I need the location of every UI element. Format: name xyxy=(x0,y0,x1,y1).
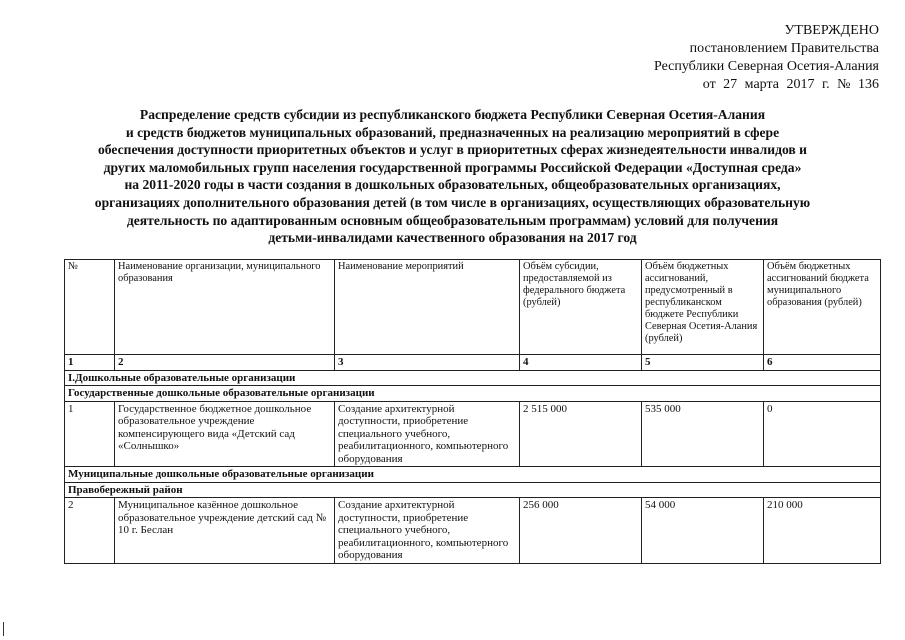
subsection-row xyxy=(65,386,881,402)
section-row xyxy=(65,370,881,386)
row-municipal: 0 xyxy=(764,401,881,467)
row-activity: Создание архитектурной доступности, приобретение специального учебного, реабилитационного, компьютерного оборудования xyxy=(335,498,520,564)
subsidy-table xyxy=(64,259,881,564)
table-row xyxy=(65,498,881,564)
approval-stamp xyxy=(654,22,879,94)
approved-government: Республики Северная Осетия-Алания xyxy=(654,59,879,74)
column-number: 4 xyxy=(520,355,642,371)
row-number: 1 xyxy=(65,401,115,467)
title-line: на 2011-2020 годы в части создания в дошкольных образовательных, общеобразовательных организациях, xyxy=(124,177,781,193)
section-title: I.Дошкольные образовательные организации xyxy=(65,370,881,386)
column-number: 6 xyxy=(764,355,881,371)
row-republic: 535 000 xyxy=(642,401,764,467)
title-line: других маломобильных групп населения государственной программы Российской Федерации «Доступная среда» xyxy=(103,159,802,175)
subsection-title: Государственные дошкольные образовательные организации xyxy=(65,386,881,402)
subsection-row xyxy=(65,467,881,483)
column-number: 3 xyxy=(335,355,520,371)
row-federal: 256 000 xyxy=(520,498,642,564)
approved-date: от 27 марта 2017 г. № 136 xyxy=(702,77,879,92)
table-row xyxy=(65,401,881,467)
approved-by: постановлением Правительства xyxy=(689,41,879,56)
district-title: Правобережный район xyxy=(65,482,881,498)
title-line: Распределение средств субсидии из республиканского бюджета Республики Северная Осетия-Алания xyxy=(139,107,766,122)
row-organization: Государственное бюджетное дошкольное образовательное учреждение компенсирующего вида «Детский сад «Солнышко» xyxy=(115,401,335,467)
header-activity: Наименование мероприятий xyxy=(335,260,520,355)
title-line: деятельность по адаптированным основным общеобразовательным программам) условий для получения xyxy=(126,212,779,228)
header-organization: Наименование организации, муниципального образования xyxy=(115,260,335,355)
header-federal: Объём субсидии, предоставляемой из федерального бюджета (рублей) xyxy=(520,260,642,355)
title-line: и средств бюджетов муниципальных образований, предназначенных на реализацию мероприятий в сфере xyxy=(125,124,780,140)
title-line: организациях дополнительного образования детей (в том числе в организациях, осуществляющих образовательную xyxy=(94,194,811,210)
header-republic: Объём бюджетных ассигнований, предусмотренный в республиканском бюджете Республики Северная Осетия-Алания (рублей) xyxy=(642,260,764,355)
title-line: детьми-инвалидами качественного образования на 2017 год xyxy=(268,230,637,246)
table-header-row xyxy=(65,260,881,355)
title-line: обеспечения доступности приоритетных объектов и услуг в приоритетных сферах жизнедеятельности инвалидов и xyxy=(97,142,808,158)
column-number-row xyxy=(65,355,881,371)
row-federal: 2 515 000 xyxy=(520,401,642,467)
subsection-title: Муниципальные дошкольные образовательные организации xyxy=(65,467,881,483)
row-republic: 54 000 xyxy=(642,498,764,564)
row-municipal: 210 000 xyxy=(764,498,881,564)
row-number: 2 xyxy=(65,498,115,564)
scan-margin-mark xyxy=(3,622,4,636)
approved-heading: УТВЕРЖДЕНО xyxy=(784,23,879,38)
header-municipal: Объём бюджетных ассигнований бюджета муниципального образования (рублей) xyxy=(764,260,881,355)
column-number: 5 xyxy=(642,355,764,371)
column-number: 1 xyxy=(65,355,115,371)
row-organization: Муниципальное казённое дошкольное образовательное учреждение детский сад № 10 г. Беслан xyxy=(115,498,335,564)
district-row xyxy=(65,482,881,498)
document-title xyxy=(40,106,865,247)
row-activity: Создание архитектурной доступности, приобретение специального учебного, реабилитационного, компьютерного оборудования xyxy=(335,401,520,467)
column-number: 2 xyxy=(115,355,335,371)
header-number: № xyxy=(65,260,115,355)
